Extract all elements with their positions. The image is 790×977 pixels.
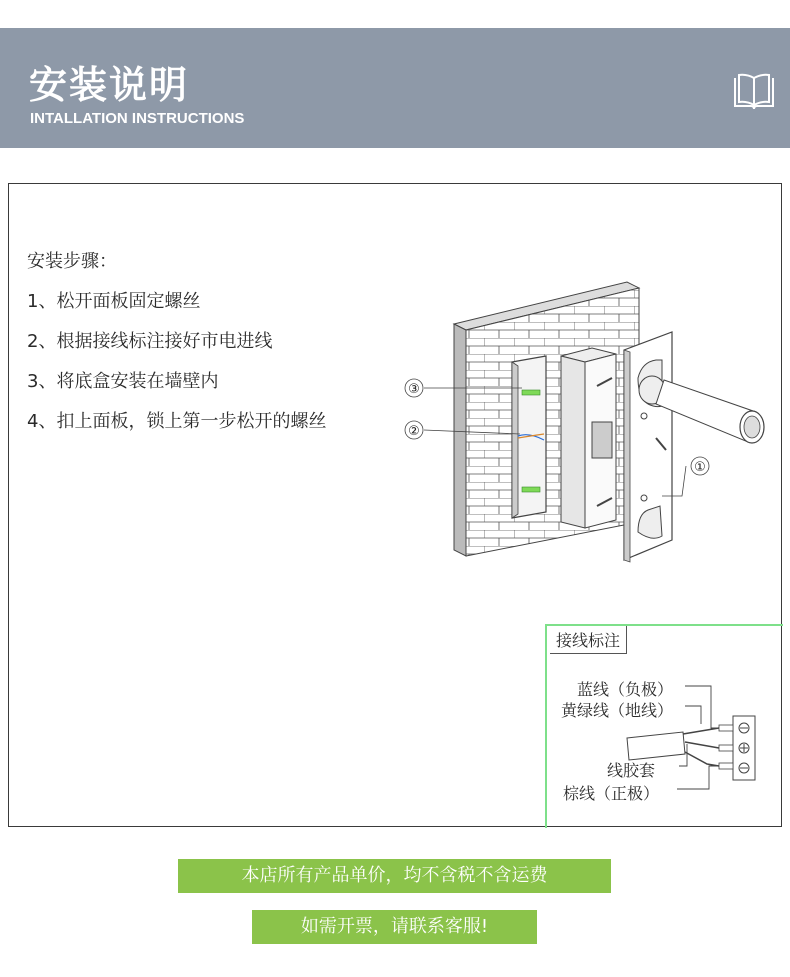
- step-item: 3、将底盒安装在墙壁内: [27, 371, 219, 392]
- installation-diagram: [394, 274, 774, 574]
- step-item: 1、松开面板固定螺丝: [27, 291, 201, 312]
- header-banner: [0, 28, 790, 148]
- wire-label-blue: 蓝线（负极）: [577, 680, 674, 699]
- marker-3: ③: [408, 382, 420, 397]
- page-title: 安装说明: [29, 63, 190, 107]
- step-item: 2、根据接线标注接好市电进线: [27, 331, 273, 352]
- marker-2: ②: [408, 424, 420, 439]
- step-item: 4、扣上面板，锁上第一步松开的螺丝: [27, 411, 327, 432]
- wire-label-sheath: 线胶套: [607, 761, 656, 780]
- marker-1: ①: [694, 460, 706, 475]
- steps-heading: 安装步骤：: [27, 251, 117, 272]
- steps-list: [27, 242, 326, 442]
- page-subtitle: INTALLATION INSTRUCTIONS: [30, 110, 245, 127]
- wire-label-yellow-green: 黄绿线（地线）: [561, 701, 674, 720]
- book-icon: [732, 72, 776, 112]
- invoice-notice: 如需开票，请联系客服!: [252, 910, 537, 944]
- wiring-title: 接线标注: [550, 626, 627, 654]
- instructions-frame: [8, 183, 782, 827]
- wiring-legend-panel: [545, 624, 783, 828]
- price-notice: 本店所有产品单价，均不含税不含运费: [178, 859, 611, 893]
- wire-label-brown: 棕线（正极）: [563, 784, 660, 803]
